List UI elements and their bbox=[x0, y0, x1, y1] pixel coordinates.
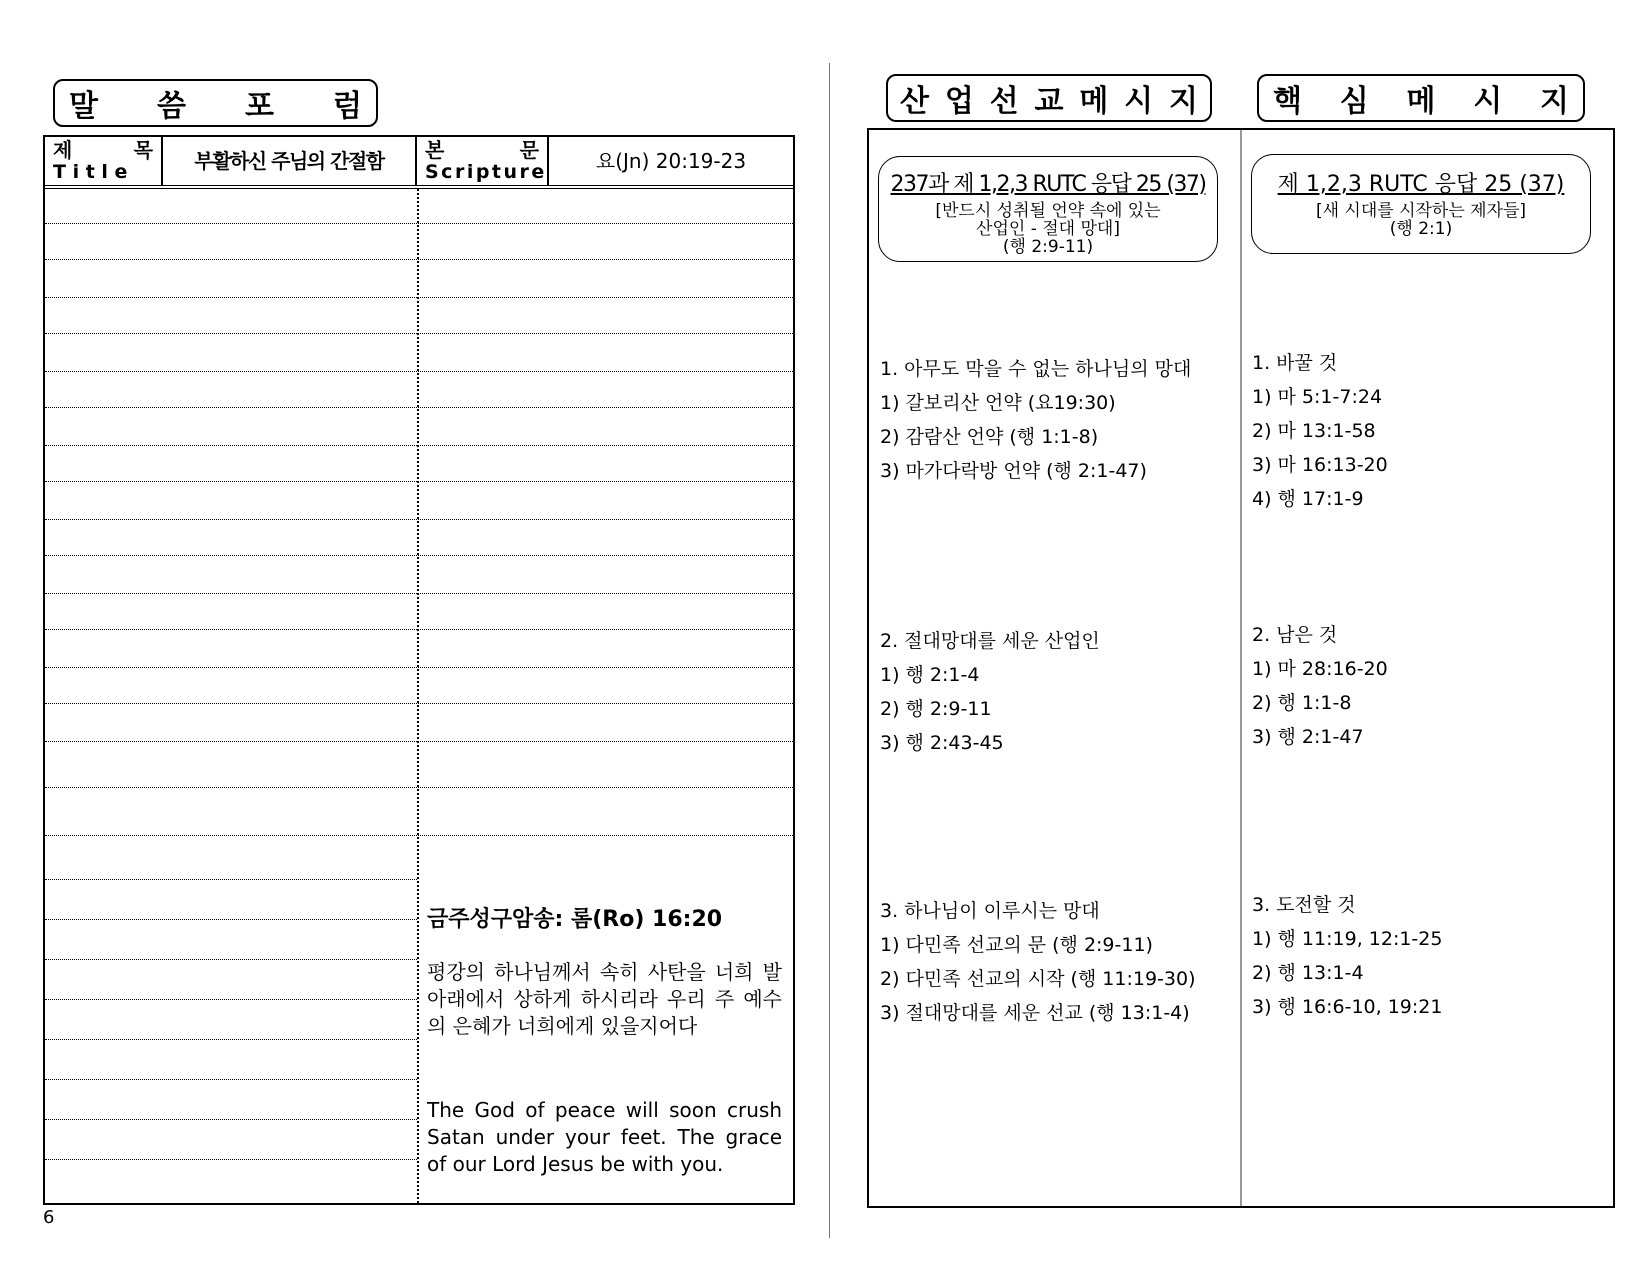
note-line bbox=[45, 959, 417, 960]
list-item: 1) 마 5:1-7:24 bbox=[1252, 386, 1383, 408]
header-letter: 메 bbox=[1079, 84, 1109, 119]
message-box-subtitle: (행 2:9-11) bbox=[1002, 237, 1094, 257]
header-letter: 핵 bbox=[1273, 84, 1302, 119]
industrial-section-1 bbox=[880, 352, 1191, 488]
note-line bbox=[45, 667, 793, 668]
header-letter: 말 bbox=[69, 89, 98, 124]
list-item: 3) 행 16:6-10, 19:21 bbox=[1252, 996, 1443, 1018]
scripture-label-cell bbox=[417, 137, 549, 185]
note-line bbox=[45, 879, 417, 880]
industrial-section-2 bbox=[880, 624, 1100, 760]
list-item: 1) 행 2:1-4 bbox=[880, 664, 980, 686]
scripture-label-ko-1: 본 bbox=[425, 138, 445, 162]
note-line bbox=[45, 519, 793, 520]
header-letter: 지 bbox=[1168, 84, 1198, 119]
list-item: 2) 행 2:9-11 bbox=[880, 698, 992, 720]
note-line bbox=[45, 999, 417, 1000]
header-letter: 럼 bbox=[333, 89, 362, 124]
note-line bbox=[45, 919, 417, 920]
message-box-title: 237과 제 1,2,3 RUTC 응답 25 (37) bbox=[890, 172, 1206, 197]
note-line bbox=[45, 1119, 417, 1120]
list-item: 2) 행 1:1-8 bbox=[1252, 692, 1352, 714]
list-item: 3) 행 2:1-47 bbox=[1252, 726, 1364, 748]
title-label-ko-2: 목 bbox=[133, 138, 153, 162]
header-letter: 업 bbox=[944, 84, 974, 119]
message-box-subtitle: (행 2:1) bbox=[1389, 219, 1453, 239]
note-line bbox=[45, 1079, 417, 1080]
memory-verse-korean: 평강의 하나님께서 속히 사탄을 너희 발 아래에서 상하게 하시리라 우리 주 예수의 은혜가 너희에게 있을지어다 bbox=[427, 960, 782, 1038]
industrial-message-box bbox=[878, 156, 1218, 262]
note-line bbox=[45, 593, 793, 594]
title-label-cell bbox=[45, 137, 163, 185]
list-item: 3. 하나님이 이루시는 망대 bbox=[880, 900, 1100, 922]
column-divider bbox=[1240, 130, 1242, 1206]
note-line bbox=[45, 297, 793, 298]
list-item: 2) 행 13:1-4 bbox=[1252, 962, 1364, 984]
list-item: 1) 다민족 선교의 문 (행 2:9-11) bbox=[880, 934, 1153, 956]
memory-verse-english: The God of peace will soon crush Satan under your feet. The grace of our Lord Jesus be with you. bbox=[427, 1098, 782, 1176]
list-item: 2. 절대망대를 세운 산업인 bbox=[880, 630, 1100, 652]
header-letter: 산 bbox=[900, 84, 929, 119]
core-message-box bbox=[1251, 154, 1591, 254]
header-letter: 지 bbox=[1540, 84, 1569, 119]
industrial-section-3 bbox=[880, 894, 1196, 1030]
note-line bbox=[45, 629, 793, 630]
list-item: 3) 마가다락방 언약 (행 2:1-47) bbox=[880, 460, 1147, 482]
header-letter: 메 bbox=[1406, 84, 1436, 119]
sermon-note-table bbox=[43, 135, 795, 1205]
list-item: 3. 도전할 것 bbox=[1252, 894, 1356, 916]
list-item: 3) 절대망대를 세운 선교 (행 13:1-4) bbox=[880, 1002, 1190, 1024]
note-line bbox=[45, 1039, 417, 1040]
list-item: 2) 마 13:1-58 bbox=[1252, 420, 1376, 442]
core-section-2 bbox=[1252, 618, 1388, 754]
note-line bbox=[45, 407, 793, 408]
scripture-label-en: Scripture bbox=[425, 161, 547, 183]
note-line bbox=[45, 333, 793, 334]
sermon-forum-header bbox=[53, 79, 378, 127]
core-section-3 bbox=[1252, 888, 1442, 1024]
note-line bbox=[45, 703, 793, 704]
header-letter: 교 bbox=[1034, 84, 1064, 119]
message-box-subtitle: [새 시대를 시작하는 제자들] bbox=[1315, 201, 1527, 221]
list-item: 2. 남은 것 bbox=[1252, 624, 1338, 646]
list-item: 1) 갈보리산 언약 (요19:30) bbox=[880, 392, 1116, 414]
table-header-row bbox=[45, 137, 793, 189]
scripture-value: 요(Jn) 20:19-23 bbox=[595, 149, 747, 173]
header-letter: 심 bbox=[1339, 84, 1369, 119]
header-letter: 선 bbox=[989, 84, 1019, 119]
core-section-1 bbox=[1252, 346, 1388, 516]
title-label-en: T i t l e bbox=[53, 161, 128, 183]
header-letter: 시 bbox=[1473, 84, 1503, 119]
list-item: 1) 마 28:16-20 bbox=[1252, 658, 1388, 680]
message-box-title: 제 1,2,3 RUTC 응답 25 (37) bbox=[1277, 172, 1565, 197]
core-message-header bbox=[1257, 74, 1585, 122]
memory-verse-heading: 금주성구암송: 롬(Ro) 16:20 bbox=[427, 907, 723, 932]
note-line bbox=[45, 223, 793, 224]
industrial-mission-header bbox=[886, 74, 1212, 122]
header-letter: 시 bbox=[1124, 84, 1154, 119]
header-letter: 포 bbox=[245, 89, 274, 124]
scripture-label-ko-2: 문 bbox=[519, 138, 539, 162]
list-item: 2) 다민족 선교의 시작 (행 11:19-30) bbox=[880, 968, 1196, 990]
list-item: 1. 아무도 막을 수 없는 하나님의 망대 bbox=[880, 358, 1192, 380]
header-letter: 씀 bbox=[157, 89, 186, 124]
note-line bbox=[45, 835, 793, 836]
note-line bbox=[45, 445, 793, 446]
list-item: 2) 감람산 언약 (행 1:1-8) bbox=[880, 426, 1099, 448]
note-line bbox=[45, 787, 793, 788]
list-item: 3) 행 2:43-45 bbox=[880, 732, 1004, 754]
message-box-subtitle: 산업인 - 절대 망대] bbox=[976, 219, 1120, 239]
note-line bbox=[45, 371, 793, 372]
sermon-title-value: 부활하신 주님의 간절함 bbox=[163, 137, 417, 185]
note-line bbox=[45, 259, 793, 260]
page-number: 6 bbox=[43, 1207, 55, 1228]
title-label-ko-1: 제 bbox=[53, 138, 73, 162]
list-item: 1. 바꿀 것 bbox=[1252, 352, 1338, 374]
message-box-subtitle: [반드시 성취될 언약 속에 있는 bbox=[935, 201, 1161, 221]
column-divider bbox=[417, 189, 419, 1203]
list-item: 4) 행 17:1-9 bbox=[1252, 488, 1364, 510]
note-line bbox=[45, 555, 793, 556]
note-line bbox=[45, 741, 793, 742]
list-item: 3) 마 16:13-20 bbox=[1252, 454, 1388, 476]
page-fold-divider bbox=[829, 63, 830, 1238]
note-line bbox=[45, 1159, 417, 1160]
list-item: 1) 행 11:19, 12:1-25 bbox=[1252, 928, 1443, 950]
note-line bbox=[45, 481, 793, 482]
